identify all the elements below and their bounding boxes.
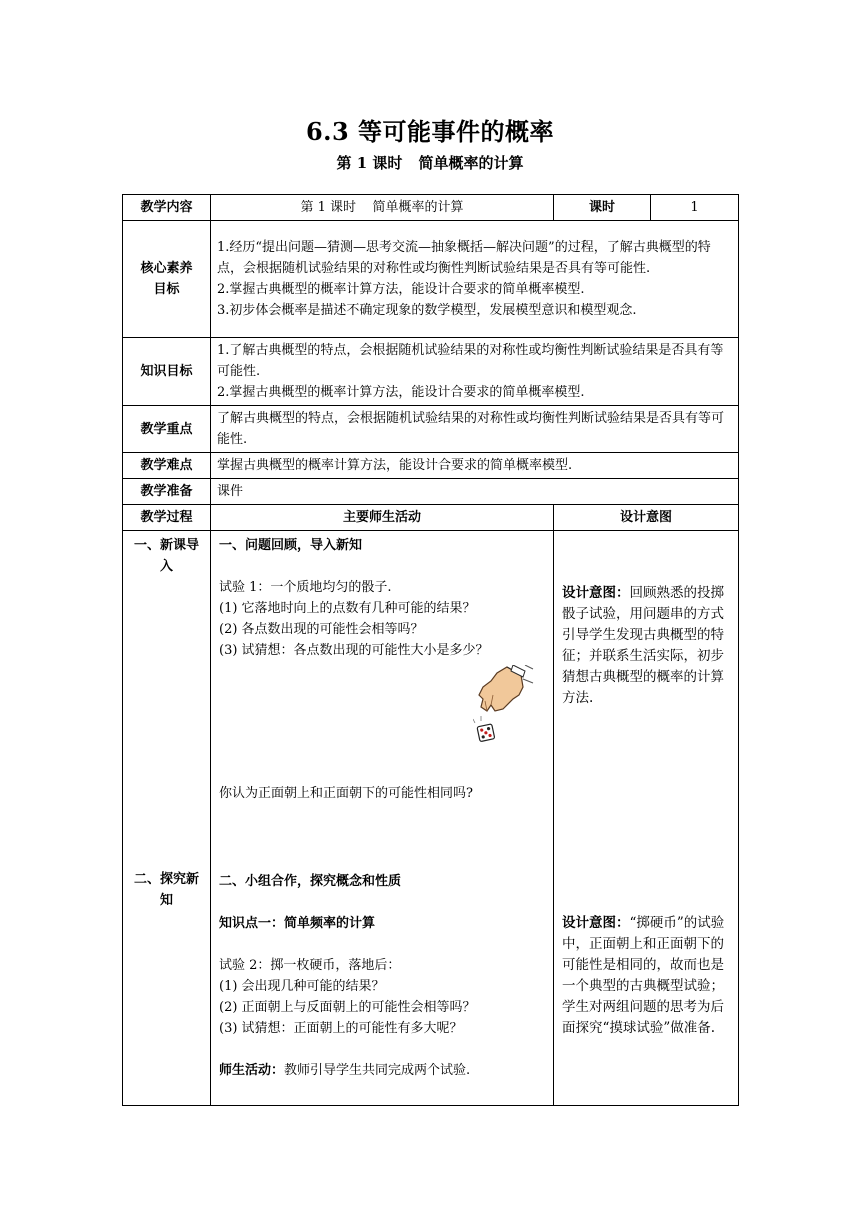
row-process-header xyxy=(123,505,739,531)
label-difficult-points: 教学难点 xyxy=(123,453,211,479)
stage2-heading: 二、小组合作，探究概念和性质 xyxy=(219,874,402,889)
knowledge-item-2: 2.掌握古典概型的概率计算方法，能设计合要求的简单概率模型. xyxy=(217,385,585,400)
dice-illustration-area xyxy=(219,661,547,783)
value-core-literacy xyxy=(211,221,739,338)
subtitle-lesson: 第 1 课时 xyxy=(336,154,403,172)
lesson-plan-table xyxy=(122,194,739,1106)
intent-column xyxy=(554,531,739,1106)
trial2-text: 试验 2：掷一枚硬币，落地后： xyxy=(219,958,401,973)
core-item-1: 1.经历“提出问题—猜测—思考交流—抽象概括—解决问题”的过程，了解古典概型的特点，会根据随机试验结果的对称性或均衡性判断试验结果是否具有等可能性. xyxy=(217,240,711,276)
stage-column xyxy=(123,531,211,1106)
value-preparation: 课件 xyxy=(211,479,739,505)
trial2-q2: (2) 正面朝上与反面朝上的可能性会相等吗？ xyxy=(219,1000,476,1015)
label-hours: 课时 xyxy=(554,195,651,221)
trial2-q1: (1) 会出现几种可能的结果？ xyxy=(219,979,385,994)
content-topic: 简单概率的计算 xyxy=(372,200,464,215)
activities-column xyxy=(211,531,554,1106)
stage1-heading: 一、问题回顾，导入新知 xyxy=(219,538,363,553)
knowledge-item-1: 1.了解古典概型的特点，会根据随机试验结果的对称性或均衡性判断试验结果是否具有等可能性. xyxy=(217,343,724,379)
core-label-line2: 目标 xyxy=(153,282,180,297)
trial1-q1: (1) 它落地时向上的点数有几种可能的结果？ xyxy=(219,601,476,616)
header-process: 教学过程 xyxy=(123,505,211,531)
trial1-q2: (2) 各点数出现的可能性会相等吗？ xyxy=(219,622,424,637)
trial2-q3: (3) 试猜想：正面朝上的可能性有多大呢？ xyxy=(219,1021,463,1036)
row-core-literacy xyxy=(123,221,739,338)
header-activities: 主要师生活动 xyxy=(211,505,554,531)
row-process-body xyxy=(123,531,739,1106)
label-key-points: 教学重点 xyxy=(123,406,211,453)
value-key-points: 了解古典概型的特点，会根据随机试验结果的对称性或均衡性判断试验结果是否具有等可能性. xyxy=(211,406,739,453)
stage1-name: 一、新课导 入 xyxy=(133,538,199,574)
stage1-question: 你认为正面朝上和正面朝下的可能性相同吗? xyxy=(219,786,473,801)
trial1-q3: (3) 试猜想：各点数出现的可能性大小是多少？ xyxy=(219,643,489,658)
value-teaching-content xyxy=(211,195,554,221)
knowledge-point-1: 知识点一：简单频率的计算 xyxy=(219,916,376,931)
value-difficult-points: 掌握古典概型的概率计算方法，能设计合要求的简单概率模型. xyxy=(211,453,739,479)
label-preparation: 教学准备 xyxy=(123,479,211,505)
row-difficult-points xyxy=(123,453,739,479)
core-item-2: 2.掌握古典概型的概率计算方法，能设计合要求的简单概率模型. xyxy=(217,282,585,297)
teacher-student-activity: 师生活动：教师引导学生共同完成两个试验. xyxy=(219,1063,471,1078)
row-key-points xyxy=(123,406,739,453)
value-knowledge-goals xyxy=(211,338,739,406)
label-core-literacy xyxy=(123,221,211,338)
header-intent: 设计意图 xyxy=(554,505,739,531)
document-title: 6.3 等可能事件的概率 xyxy=(305,117,555,146)
value-hours: 1 xyxy=(651,195,739,221)
row-preparation xyxy=(123,479,739,505)
document-subtitle xyxy=(0,152,860,173)
core-item-3: 3.初步体会概率是描述不确定现象的数学模型，发展模型意识和模型观念. xyxy=(217,303,637,318)
stage1-intent: 设计意图：回顾熟悉的投掷骰子试验，用问题串的方式引导学生发现古典概型的特征；并联系生活实际，初步猜想古典概型的概率的计算方法. xyxy=(562,585,724,706)
row-knowledge-goals xyxy=(123,338,739,406)
subtitle-topic: 简单概率的计算 xyxy=(418,154,524,172)
label-knowledge-goals: 知识目标 xyxy=(123,338,211,406)
core-label-line1: 核心素养 xyxy=(140,261,193,276)
hand-dice-icon xyxy=(473,665,543,749)
stage2-intent: 设计意图：“掷硬币”的试验中，正面朝上和正面朝下的可能性是相同的，故而也是一个典型的古典概型试验；学生对两组问题的思考为后面探究“摸球试验”做准备. xyxy=(562,915,725,1036)
stage2-name: 二、探究新 知 xyxy=(133,872,199,908)
content-lesson: 第 1 课时 xyxy=(300,200,356,215)
trial1-text: 试验 1：一个质地均匀的骰子. xyxy=(219,580,392,595)
row-teaching-content xyxy=(123,195,739,221)
label-teaching-content: 教学内容 xyxy=(123,195,211,221)
